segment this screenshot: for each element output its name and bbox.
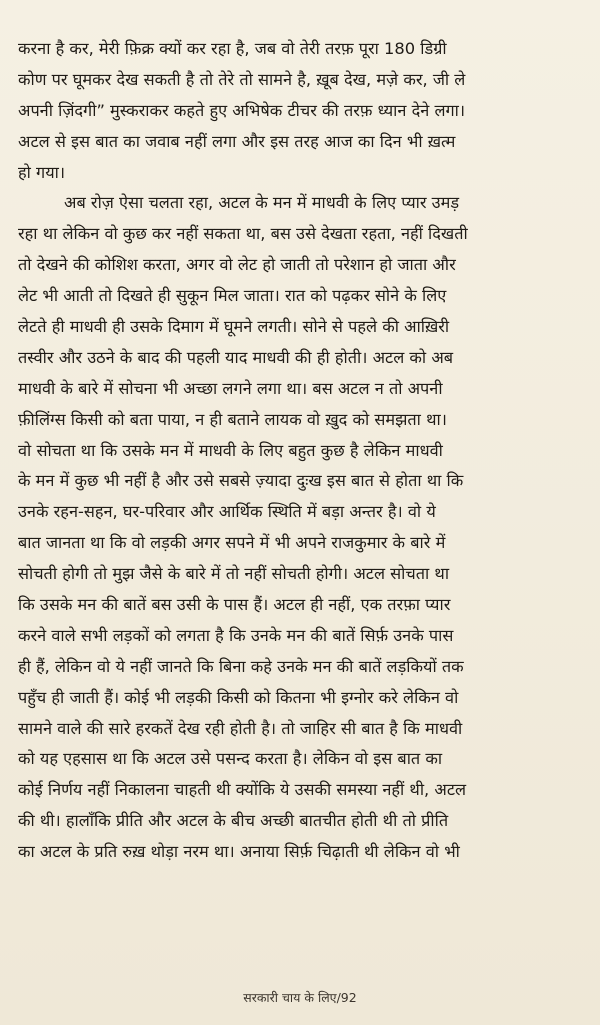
text-line: लेट भी आती तो दिखते ही सुकून मिल जाता। रात को पढ़कर सोने के लिए (18, 286, 447, 306)
text-line: कि उसके मन की बातें बस उसी के पास हैं। अटल ही नहीं, एक तरफ़ा प्यार (18, 595, 451, 615)
text-line (18, 868, 586, 899)
text-line: सोचती होगी तो मुझ जैसे के बारे में तो नहीं सोचती होगी। अटल सोचता था (18, 564, 450, 584)
text-line: अब रोज़ ऐसा चलता रहा, अटल के मन में माधवी के लिए प्यार उमड़ (64, 193, 460, 213)
text-line: करना है कर, मेरी फ़िक्र क्यों कर रहा है, जब वो तेरी तरफ़ पूरा 180 डिग्री (18, 39, 447, 58)
text-line: रहा था लेकिन वो कुछ कर नहीं सकता था, बस उसे देखता रहता, नहीं दिखती (18, 224, 468, 244)
text-line (18, 930, 586, 961)
text-line: ही हैं, लेकिन वो ये नहीं जानते कि बिना कहे उनके मन की बातें लड़कियों तक (18, 656, 464, 676)
text-line: वो सोचता था कि उसके मन में माधवी के लिए बहुत कुछ है लेकिन माधवी (18, 440, 443, 460)
text-line: करने वाले सभी लड़कों को लगता है कि उनके मन की बातें सिर्फ़ उनके पास (18, 625, 454, 645)
text-line: अटल से इस बात का जवाब नहीं लगा और इस तरह आज का दिन भी ख़त्म (18, 131, 456, 151)
text-line (18, 899, 586, 930)
text-line: लेटते ही माधवी ही उसके दिमाग में घूमने लगती। सोने से पहले की आख़िरी (18, 317, 450, 337)
text-line: का अटल के प्रति रुख़ थोड़ा नरम था। अनाया सिर्फ़ चिढ़ाती थी लेकिन वो भी (18, 842, 460, 862)
text-line: सामने वाले की सारे हरकतें देख रही होती है। तो जाहिर सी बात है कि माधवी (18, 718, 463, 738)
text-line: की थी। हालाँकि प्रीति और अटल के बीच अच्छी बातचीत होती थी तो प्रीति (18, 811, 449, 831)
text-line: कोई निर्णय नहीं निकालना चाहती थी क्योंकि ये उसकी समस्या नहीं थी, अटल (18, 780, 467, 800)
text-line: माधवी के बारे में सोचना भी अच्छा लगने लगा था। बस अटल न तो अपनी (18, 378, 443, 398)
body-text (18, 34, 586, 961)
text-line: फ़ीलिंग्स किसी को बता पाया, न ही बताने लायक वो ख़ुद को समझता था। (18, 409, 447, 429)
text-line: कोण पर घूमकर देख सकती है तो तेरे तो सामने है, ख़ूब देख, मज़े कर, जी ले (18, 69, 466, 89)
text-line: तस्वीर और उठने के बाद की पहली याद माधवी की ही होती। अटल को अब (18, 347, 454, 367)
text-line: उनके रहन-सहन, घर-परिवार और आर्थिक स्थिति में बड़ा अन्तर है। वो ये (18, 502, 436, 522)
text-line: हो गया। (18, 162, 66, 182)
text-line: के मन में कुछ भी नहीं है और उसे सबसे ज़्यादा दुःख इस बात से होता था कि (18, 471, 464, 491)
paragraph (18, 34, 586, 188)
page-footer: सरकारी चाय के लिए/92 (243, 990, 357, 1005)
text-line: पहुँच ही जाती हैं। कोई भी लड़की किसी को कितना भी इग्नोर करे लेकिन वो (18, 687, 459, 707)
paragraph (18, 188, 586, 960)
text-line: को यह एहसास था कि अटल उसे पसन्द करता है। लेकिन वो इस बात का (18, 749, 443, 769)
text-line: बात जानता था कि वो लड़की अगर सपने में भी अपने राजकुमार के बारे में (18, 533, 446, 553)
text-line: तो देखने की कोशिश करता, अगर वो लेट हो जाती तो परेशान हो जाता और (18, 255, 456, 275)
text-line: अपनी ज़िंदगी” मुस्कराकर कहते हुए अभिषेक टीचर की तरफ़ ध्यान देने लगा। (18, 100, 466, 120)
